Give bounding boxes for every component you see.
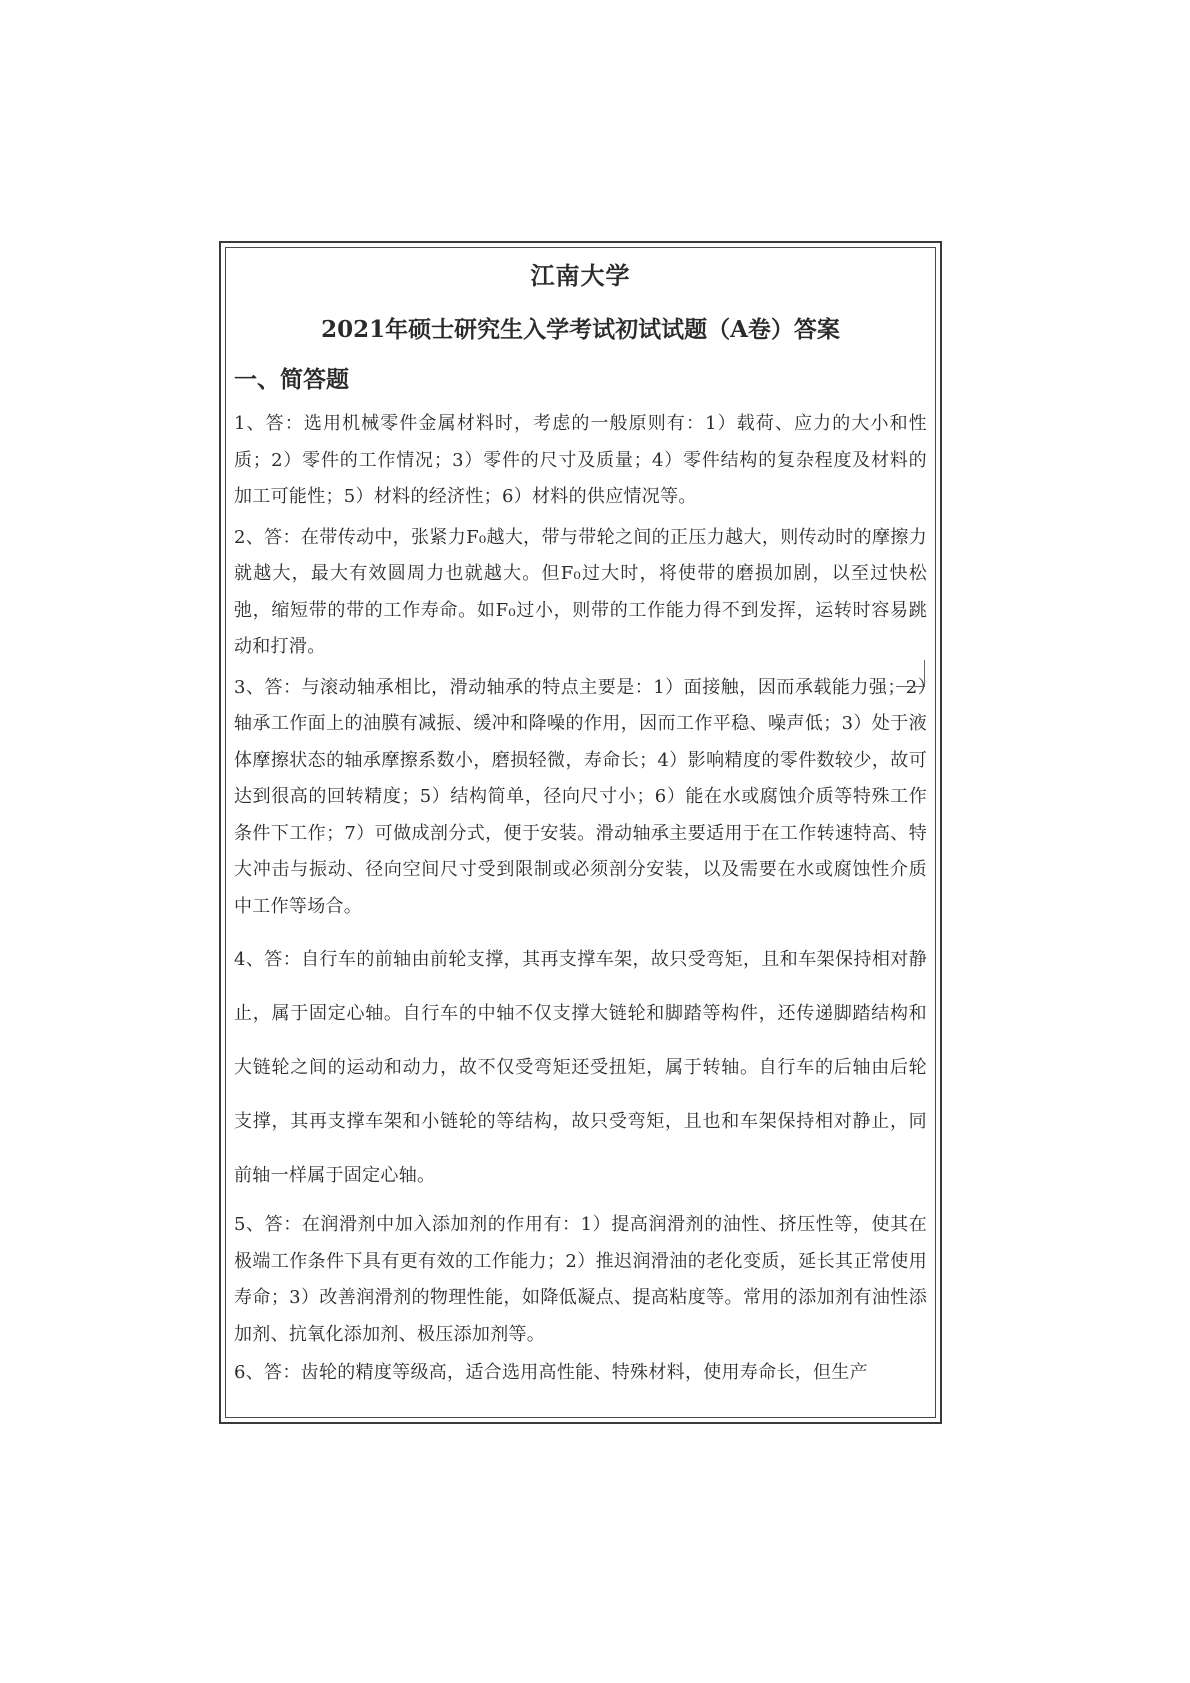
exam-subtitle: 2021年硕士研究生入学考试初试试题（A卷）答案 [321,316,840,343]
answer-3: 3、答：与滚动轴承相比，滑动轴承的特点主要是：1）面接触，因而承载能力强；2）轴承工作面上的油膜有减振、缓冲和降噪的作用，因而工作平稳、噪声低；3）处于液体摩擦状态的轴承摩擦系数小，磨损轻微，寿命长；4）影响精度的零件数较少，故可达到很高的回转精度；5）结构简单，径向尺寸小；6）能在水或腐蚀介质等特殊工作条件下工作；7）可做成剖分式，便于安装。滑动轴承主要适用于在工作转速特高、特大冲击与振动、径向空间尺寸受到限制或必须剖分安装，以及需要在水或腐蚀性介质中工作等场合。 [234,676,927,917]
answer-2: 2、答：在带传动中，张紧力F₀越大，带与带轮之间的正压力越大，则传动时的摩擦力就越大，最大有效圆周力也就越大。但F₀过大时，将使带的磨损加剧，以至过快松弛，缩短带的带的工作寿命。如F₀过小，则带的工作能力得不到发挥，运转时容易跳动和打滑。 [234,526,927,657]
answer-sheet [225,247,936,1418]
university-title: 江南大学 [530,261,631,290]
answer-5: 5、答：在润滑剂中加入添加剂的作用有：1）提高润滑剂的油性、挤压性等，使其在极端工作条件下具有更有效的工作能力；2）推迟润滑油的老化变质，延长其正常使用寿命；3）改善润滑剂的物理性能，如降低凝点、提高粘度等。常用的添加剂有油性添加剂、抗氧化添加剂、极压添加剂等。 [234,1214,927,1345]
answer-6: 6、答：齿轮的精度等级高，适合选用高性能、特殊材料，使用寿命长，但生产 [234,1362,868,1383]
answer-1: 1、答：选用机械零件金属材料时，考虑的一般原则有：1）载荷、应力的大小和性质；2）零件的工作情况；3）零件的尺寸及质量；4）零件结构的复杂程度及材料的加工可能性；5）材料的经济性；6）材料的供应情况等。 [234,413,927,507]
answer-4: 4、答：自行车的前轴由前轮支撑，其再支撑车架，故只受弯矩，且和车架保持相对静止，属于固定心轴。自行车的中轴不仅支撑大链轮和脚踏等构件，还传递脚踏结构和大链轮之间的运动和动力，故不仅受弯矩还受扭矩，属于转轴。自行车的后轴由后轮支撑，其再支撑车架和小链轮的等结构，故只受弯矩，且也和车架保持相对静止，同前轴一样属于固定心轴。 [234,949,927,1186]
margin-mark [896,660,925,687]
section-heading: 一、简答题 [234,366,349,393]
